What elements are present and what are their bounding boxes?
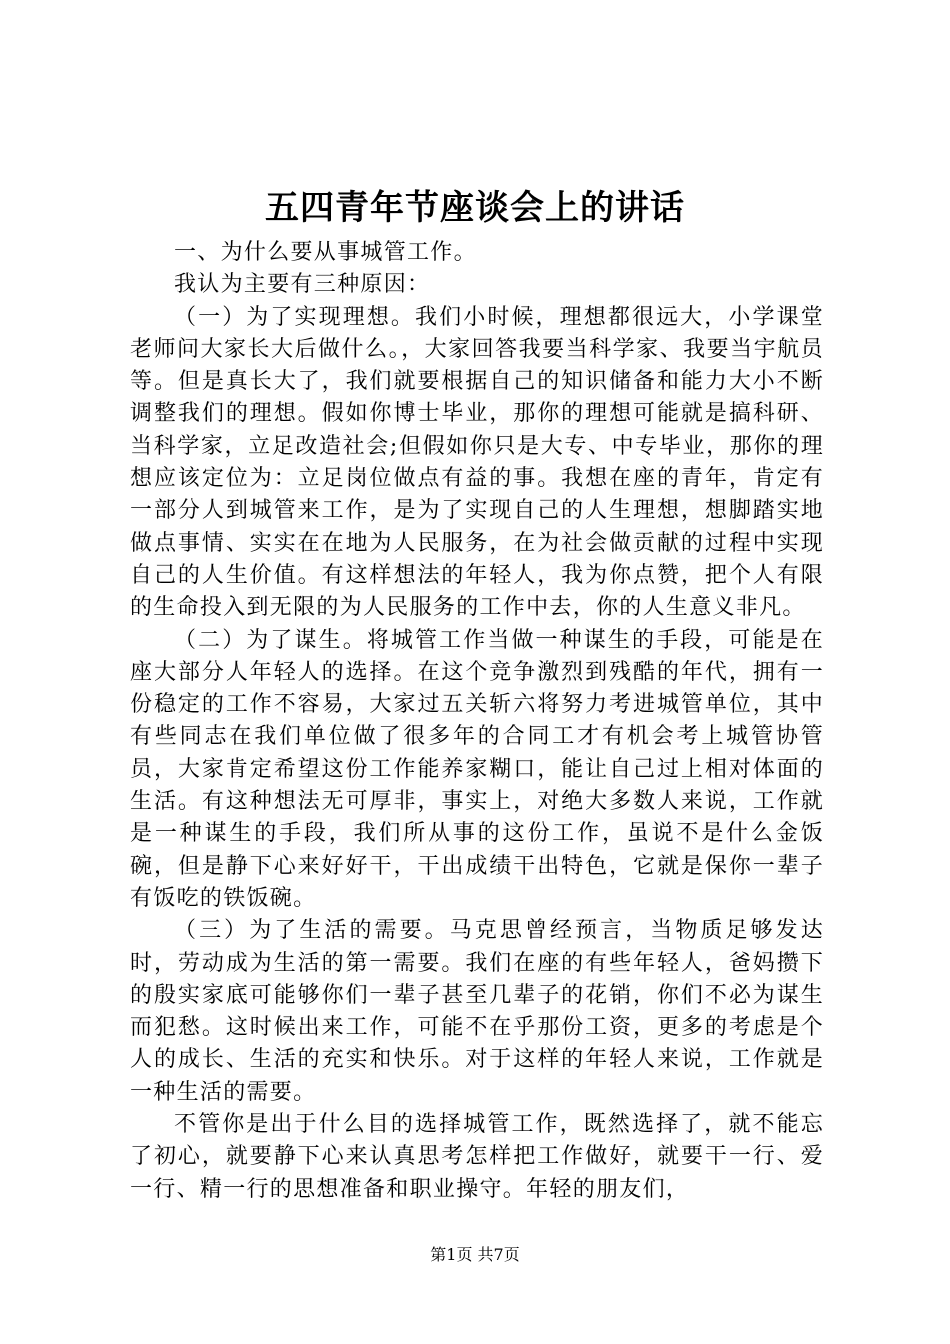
paragraph-reason-2: （二）为了谋生。将城管工作当做一种谋生的手段，可能是在座大部分人年轻人的选择。在这个竞争激烈到残酷的年代，拥有一份稳定的工作不容易，大家过五关斩六将努力考进城管单位，其中有些同志在我们单位做了很多年的合同工才有机会考上城管协管员，大家肯定希望这份工作能养家糊口，能让自己过上相对体面的生活。有这种想法无可厚非，事实上，对绝大多数人来说，工作就是一种谋生的手段，我们所从事的这份工作，虽说不是什么金饭碗，但是静下心来好好干，干出成绩干出特色，它就是保你一辈子有饭吃的铁饭碗。 [130,627,824,911]
paragraph-conclusion: 不管你是出于什么目的选择城管工作，既然选择了，就不能忘了初心，就要静下心来认真思考怎样把工作做好，就要干一行、爱一行、精一行的思想准备和职业操守。年轻的朋友们， [130,1112,824,1202]
page-number-footer: 第1页 共7页 [430,1245,520,1264]
document-body [130,237,824,1206]
paragraph-intro: 我认为主要有三种原因： [174,272,431,298]
section-heading: 一、为什么要从事城管工作。 [174,240,477,265]
document-title: 五四青年节座谈会上的讲话 [265,188,685,228]
paragraph-reason-3: （三）为了生活的需要。马克思曾经预言，当物质足够发达时，劳动成为生活的第一需要。我们在座的有些年轻人，爸妈攒下的殷实家底可能够你们一辈子甚至几辈子的花销，你们不必为谋生而犯愁。这时候出来工作，可能不在乎那份工资，更多的考虑是个人的成长、生活的充实和快乐。对于这样的年轻人来说，工作就是一种生活的需要。 [130,918,824,1105]
paragraph-reason-1: （一）为了实现理想。我们小时候，理想都很远大，小学课堂老师问大家长大后做什么。，大家回答我要当科学家、我要当宇航员等。但是真长大了，我们就要根据自己的知识储备和能力大小不断调整我们的理想。假如你博士毕业，那你的理想可能就是搞科研、当科学家，立足改造社会;但假如你只是大专、中专毕业，那你的理想应该定位为：立足岗位做点有益的事。我想在座的青年，肯定有一部分人到城管来工作，是为了实现自己的人生理想，想脚踏实地做点事情、实实在在地为人民服务，在为社会做贡献的过程中实现自己的人生价值。有这样想法的年轻人，我为你点赞，把个人有限的生命投入到无限的为人民服务的工作中去，你的人生意义非凡。 [130,304,824,621]
